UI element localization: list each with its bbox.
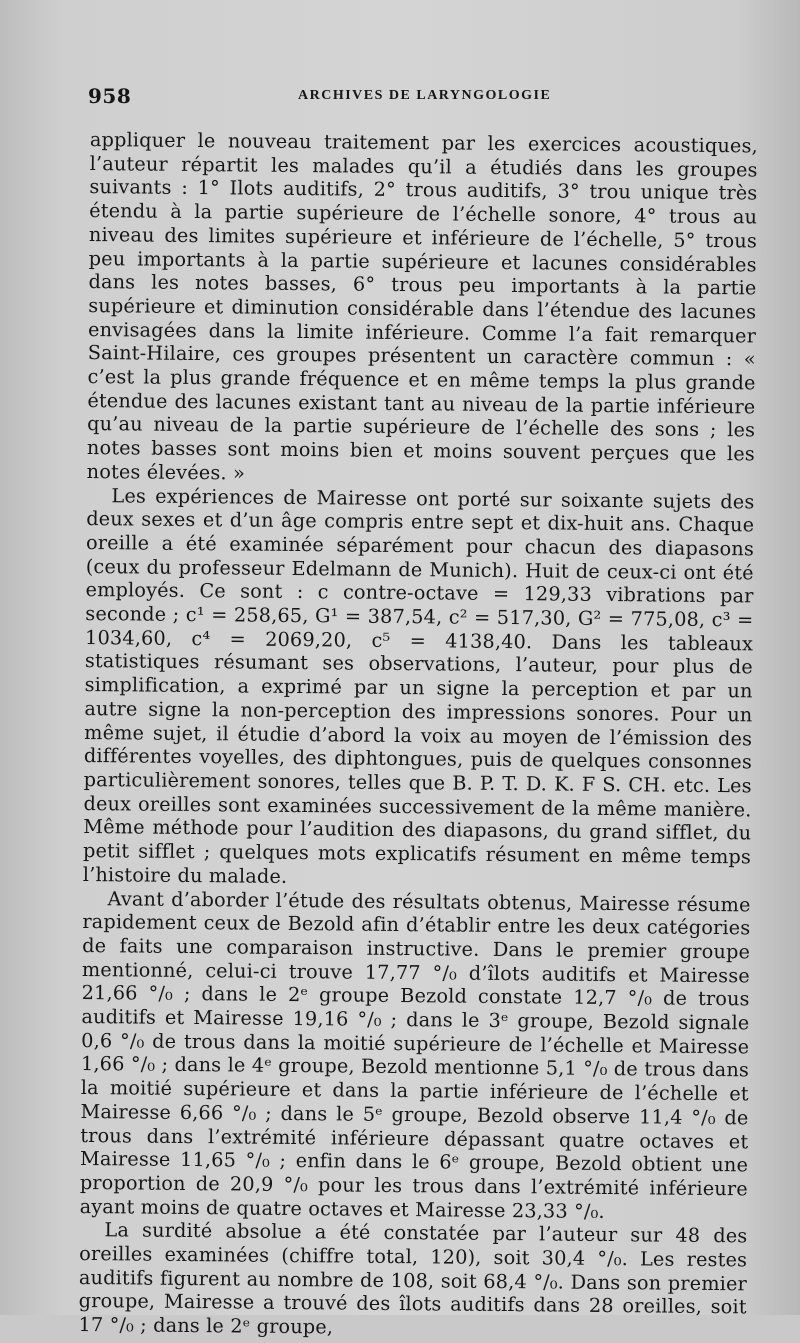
page-number: 958 xyxy=(88,84,132,108)
body-text xyxy=(78,128,758,1343)
paragraph-groups: appliquer le nouveau traitement par les exercices acoustiques, l’auteur répartit les malades qu’il a étudiés dans les groupes suivants : 1° Ilots auditifs, 2° trous auditifs, 3° trou unique très étendu à la partie supérieure de l’échelle sonore, 4° trous au niveau des limites supérieure et inférieure de l’échelle, 5° trous peu importants à la partie supérieure et lacunes considérables dans les notes basses, 6° trous peu importants à la partie supérieure et diminution considérable dans l’étendue des lacunes envisagées dans la limite inférieure. Comme l’a fait remarquer Saint-Hilaire, ces groupes présentent un caractère commun : « c’est la plus grande fréquence et en même temps la plus grande étendue des lacunes existant tant au niveau de la partie inférieure qu’au niveau de la partie supérieure de l’échelle des sons ; les notes basses sont moins bien et moins souvent perçues que les notes élevées. » xyxy=(86,128,758,485)
running-title: ARCHIVES DE LARYNGOLOGIE xyxy=(298,88,552,103)
paragraph-absolute-deafness: La surdité absolue a été constatée par l’auteur sur 48 des oreilles examinées (chiffre total, 120), soit 30,4 °/₀. Les restes auditifs figurent au nombre de 108, soit 68,4 °/₀. Dans son premier groupe, Mairesse a trouvé des îlots auditifs dans 28 oreilles, soit 17 °/₀ ; dans le 2ᵉ groupe, xyxy=(78,1218,748,1339)
page-header xyxy=(88,84,748,114)
paragraph-experiments: Les expériences de Mairesse ont porté sur soixante sujets des deux sexes et d’un âge compris entre sept et dix-huit ans. Chaque oreille a été examinée séparément pour chacun des diapasons (ceux du professeur Edelmann de Munich). Huit de ceux-ci ont été employés. Ce sont : c contre-octave = 129,33 vibrations par seconde ; c¹ = 258,65, G¹ = 387,54, c² = 517,30, G² = 775,08, c³ = 1034,60, c⁴ = 2069,20, c⁵ = 4138,40. Dans les tableaux statistiques résumant ses observations, l’auteur, pour plus de simplification, a exprimé par un signe la perception et par un autre signe la non-perception des impressions sonores. Pour un même sujet, il étudie d’abord la voix au moyen de l’émission des différentes voyelles, des diphtongues, puis de quelques consonnes particulièrement sonores, telles que B. P. T. D. K. F S. CH. etc. Les deux oreilles sont examinées successivement de la même manière. Même méthode pour l’audition des diapasons, du grand sifflet, du petit sifflet ; quelques mots explicatifs résument en même temps l’histoire du malade. xyxy=(82,483,755,888)
paragraph-bezold-comparison: Avant d’aborder l’étude des résultats obtenus, Mairesse résume rapidement ceux de Bezold afin d’établir entre les deux catégories de faits une comparaison instructive. Dans le premier groupe mentionné, celui-ci trouve 17,77 °/₀ d’îlots auditifs et Mairesse 21,66 °/₀ ; dans le 2ᵉ groupe Bezold constate 12,7 °/₀ de trous auditifs et Mairesse 19,16 °/₀ ; dans le 3ᵉ groupe, Bezold signale 0,6 °/₀ de trous dans la moitié supérieure de l’échelle et Mairesse 1,66 °/₀ ; dans le 4ᵉ groupe, Bezold mentionne 5,1 °/₀ de trous dans la moitié supérieure et dans la partie inférieure de l’échelle et Mairesse 6,66 °/₀ ; dans le 5ᵉ groupe, Bezold observe 11,4 °/₀ de trous dans l’extrémité inférieure dépassant quatre octaves et Mairesse 11,65 °/₀ ; enfin dans le 6ᵉ groupe, Bezold obtient une proportion de 20,9 °/₀ pour les trous dans l’extrémité inférieure ayant moins de quatre octaves et Mairesse 23,33 °/₀. xyxy=(79,886,751,1223)
